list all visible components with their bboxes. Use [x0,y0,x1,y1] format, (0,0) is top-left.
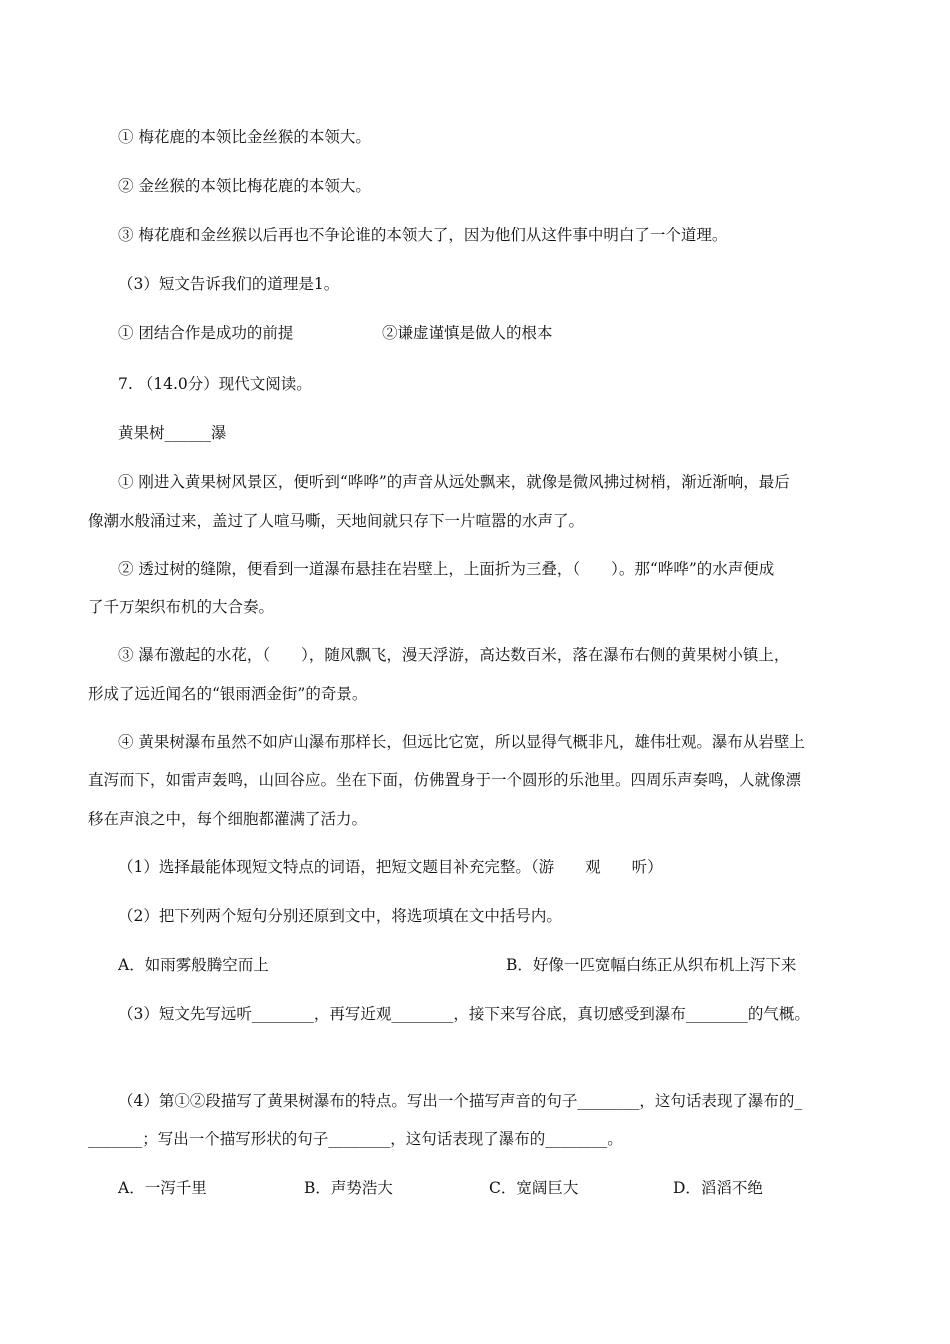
q7-paragraph-2-line-1: ② 透过树的缝隙，便看到一道瀑布悬挂在岩壁上，上面折为三叠，（ ）。那“哗哗”的水声便成 [118,560,775,578]
q7-paragraph-4-line-3: 移在声浪之中，每个细胞都灌满了活力。 [88,810,368,828]
q6-option-1: ① 梅花鹿的本领比金丝猴的本领大。 [118,128,371,146]
q6-sub3-option-a: ① 团结合作是成功的前提 [118,324,294,342]
q7-paragraph-1-line-2: 像潮水般涌过来，盖过了人喧马嘶，天地间就只存下一片喧嚣的水声了。 [88,512,585,530]
q7-sub2-option-a: A．如雨雾般腾空而上 [118,956,269,974]
q7-sub4-question-line-2: _______；写出一个描写形状的句子________，这句话表现了瀑布的________。 [88,1130,623,1148]
q7-sub1-question: （1）选择最能体现短文特点的词语，把短文题目补充完整。（游 观 听） [118,858,663,876]
q7-sub4-option-d: D．滔滔不绝 [673,1179,763,1197]
q7-paragraph-3-line-2: 形成了远近闻名的“银雨洒金街”的奇景。 [88,685,368,703]
q7-sub4-option-b: B．声势浩大 [304,1179,393,1197]
q6-sub3-option-b: ②谦虚谨慎是做人的根本 [382,324,553,342]
q7-sub4-question-line-1: （4）第①②段描写了黄果树瀑布的特点。写出一个描写声音的句子________，这句话表现了瀑布的_ [118,1092,803,1110]
q7-paragraph-2-line-2: 了千万架织布机的大合奏。 [88,598,275,616]
q7-paragraph-4-line-2: 直泻而下，如雷声轰鸣，山回谷应。坐在下面，仿佛置身于一个圆形的乐池里。四周乐声奏鸣，人就像漂 [88,771,802,789]
q7-sub4-option-a: A．一泻千里 [118,1179,207,1197]
q7-passage-title: 黄果树______瀑 [118,424,227,442]
q6-option-2: ② 金丝猴的本领比梅花鹿的本领大。 [118,177,371,195]
q7-sub3-question: （3）短文先写远听________，再写近观________，接下来写谷底，真切感受到瀑布________的气概。 [118,1005,810,1023]
q6-sub3-question: （3）短文告诉我们的道理是1。 [118,275,340,293]
q7-paragraph-4-line-1: ④ 黄果树瀑布虽然不如庐山瀑布那样长，但远比它宽，所以显得气概非凡，雄伟壮观。瀑布从岩壁上 [118,733,805,751]
q7-sub2-option-b: B．好像一匹宽幅白练正从织布机上泻下来 [506,956,797,974]
q7-sub2-question: （2）把下列两个短句分别还原到文中，将选项填在文中括号内。 [118,907,562,925]
q7-paragraph-1-line-1: ① 刚进入黄果树风景区，便听到“哗哗”的声音从远处飘来，就像是微风拂过树梢，渐近渐响，最后 [118,473,790,491]
q6-option-3: ③ 梅花鹿和金丝猴以后再也不争论谁的本领大了，因为他们从这件事中明白了一个道理。 [118,226,728,244]
q7-paragraph-3-line-1: ③ 瀑布激起的水花，（ ），随风飘飞，漫天浮游，高达数百米，落在瀑布右侧的黄果树小镇上， [118,646,790,664]
q7-sub4-option-c: C．宽阔巨大 [489,1179,579,1197]
q7-header: 7. （14.0分）现代文阅读。 [118,375,312,393]
